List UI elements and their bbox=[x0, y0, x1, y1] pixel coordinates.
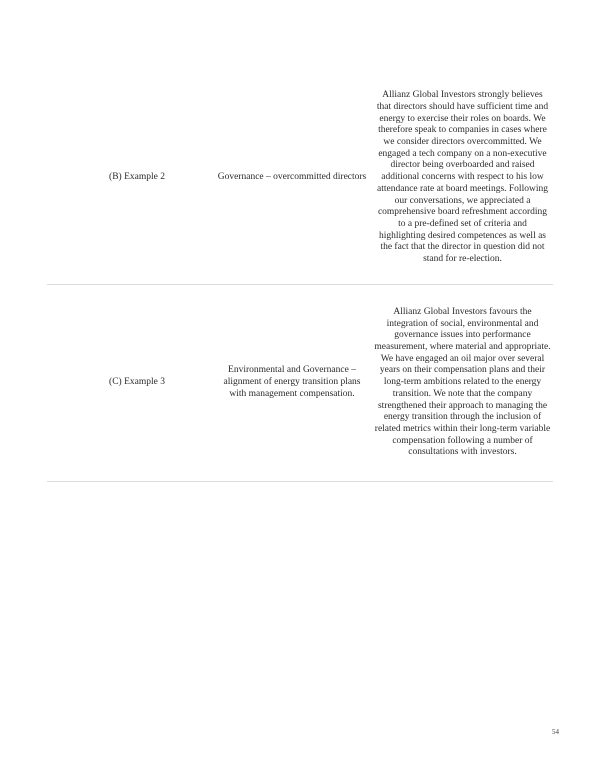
engagement-topic: Environmental and Governance – alignment of energy transition plans with management compensation. bbox=[223, 365, 361, 399]
example-label: (C) Example 3 bbox=[109, 377, 165, 388]
engagement-description: Allianz Global Investors strongly believes that directors should have sufficient time and energy to exercise their roles on boards. We therefore speak to companies in cases where we consider directors overcommitted. We engaged a tech company on a non-executive director being overboarded and raised additional concerns with respect to his low attendance rate at board meetings. Following our conversations, we appreciated a comprehensive board refreshment according to a pre-defined set of criteria and highlighting desired competences as well as the fact that the director in question did not stand for re-election. bbox=[376, 90, 549, 265]
page-number: 54 bbox=[552, 728, 559, 736]
table-row bbox=[47, 285, 553, 482]
engagement-topic: Governance – overcommitted directors bbox=[217, 172, 367, 183]
engagement-description: Allianz Global Investors favours the integration of social, environmental and governance issues into performance measurement, where material and appropriate. We have engaged an oil major over several years on their compensation plans and their long-term ambitions related to the energy transition. We note that the company strengthened their approach to managing the energy transition through the inclusion of related metrics within their long-term variable compensation following a number of consultations with investors. bbox=[374, 306, 551, 458]
table-row bbox=[47, 72, 553, 285]
engagement-examples-table bbox=[47, 72, 553, 482]
example-label: (B) Example 2 bbox=[109, 172, 165, 183]
